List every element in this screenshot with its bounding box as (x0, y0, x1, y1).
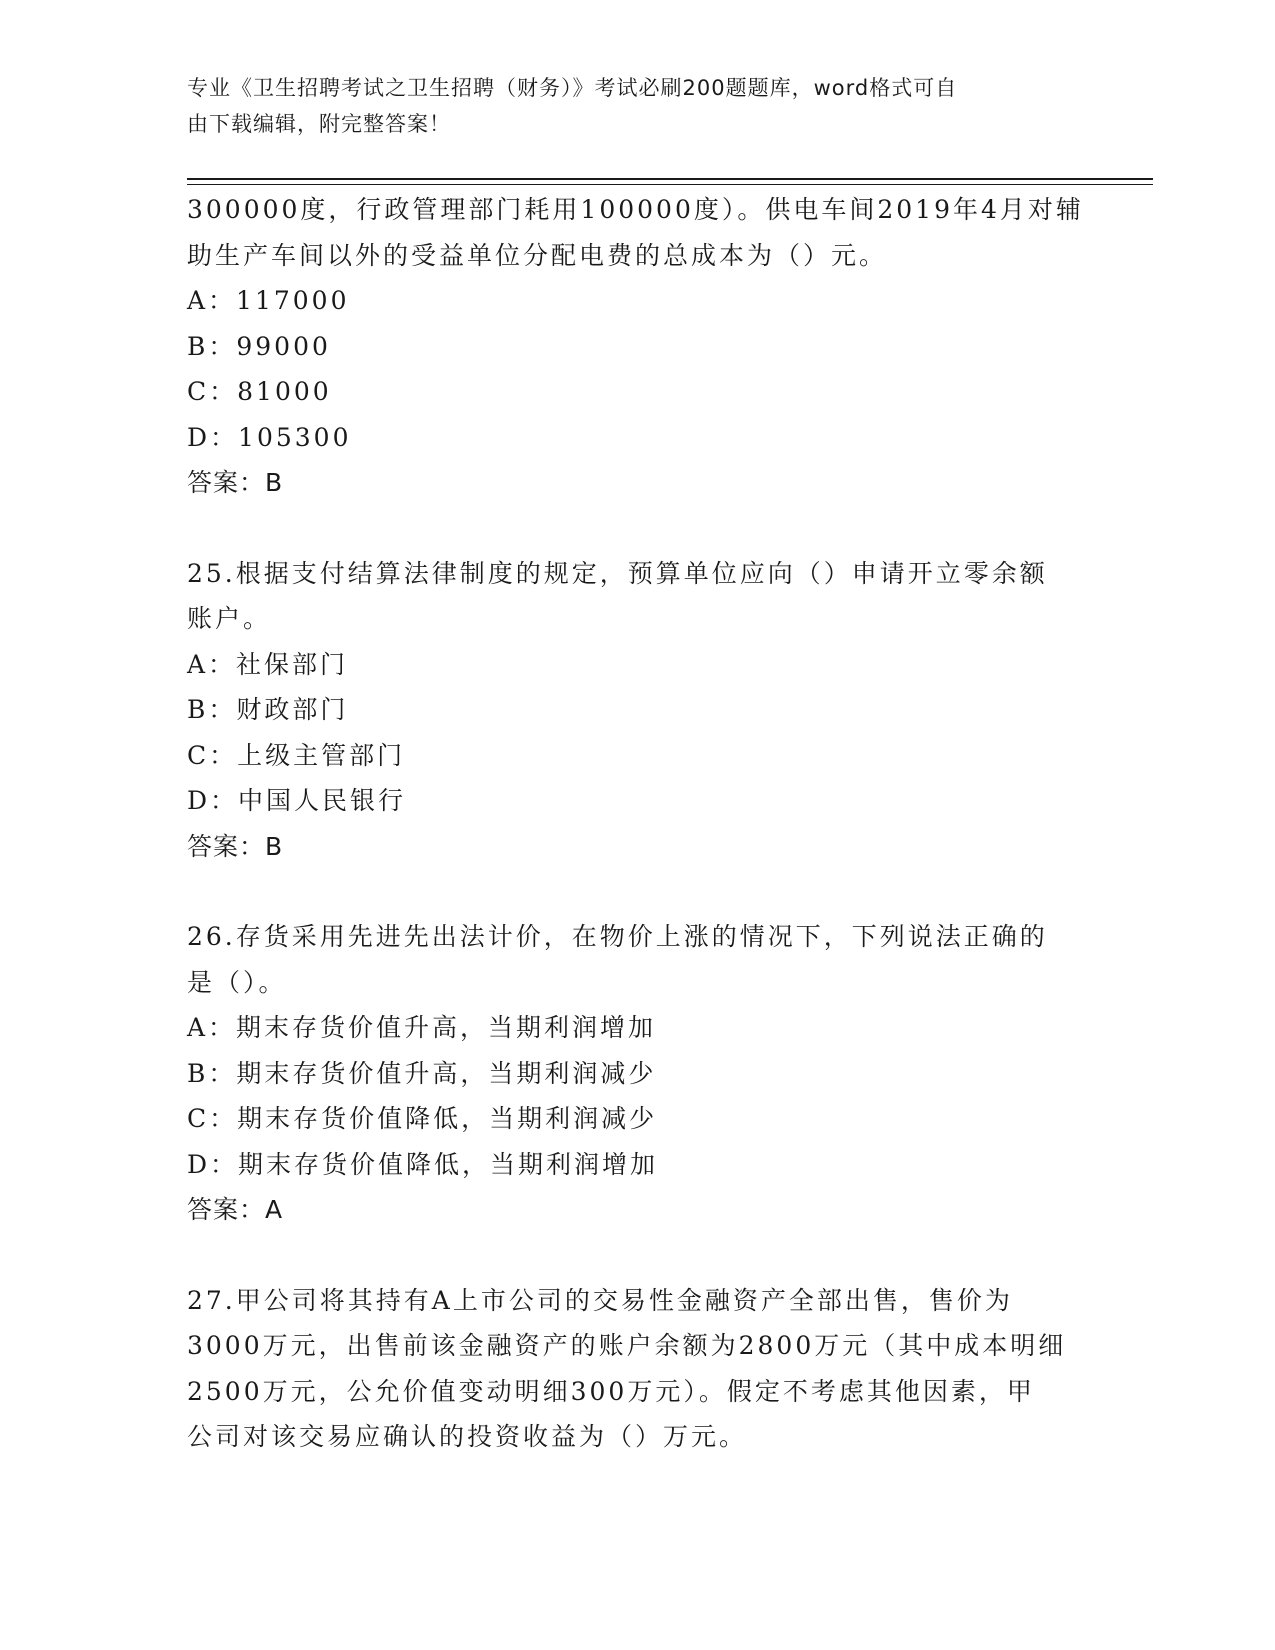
question-text-line: 助生产车间以外的受益单位分配电费的总成本为（）元。 (187, 240, 888, 270)
question-text-line: 是（）。 (187, 967, 287, 997)
option-a: A：期末存货价值升高，当期利润增加 (187, 1013, 657, 1042)
option-b: B：财政部门 (187, 695, 349, 724)
question-24 (187, 187, 1087, 506)
question-text-line: 3000万元，出售前该金融资产的账户余额为2800万元（其中成本明细 (187, 1331, 1067, 1360)
option-b: B：期末存货价值升高，当期利润减少 (187, 1058, 657, 1088)
header-line-1: 专业《卫生招聘考试之卫生招聘（财务）》考试必刷200题题库，word格式可自 (187, 76, 958, 100)
question-text-line: 25.根据支付结算法律制度的规定，预算单位应向（）申请开立零余额 (187, 558, 1048, 588)
option-a: A：117000 (187, 286, 350, 315)
option-d: D：中国人民银行 (187, 786, 407, 815)
question-text-line: 账户。 (187, 604, 272, 633)
question-text-line: 300000度，行政管理部门耗用100000度）。供电车间2019年4月对辅 (187, 195, 1084, 224)
spacer (187, 869, 1087, 914)
option-a: A：社保部门 (187, 649, 349, 679)
header-rule-thick (187, 178, 1153, 180)
question-text-line: 公司对该交易应确认的投资收益为（）万元。 (187, 1422, 748, 1451)
option-b: B：99000 (187, 331, 331, 361)
question-text-line: 26.存货采用先进先出法计价，在物价上涨的情况下，下列说法正确的 (187, 922, 1048, 951)
option-d: D：105300 (187, 422, 352, 452)
option-c: C：81000 (187, 377, 332, 406)
answer-line: 答案：B (187, 831, 284, 861)
question-25 (187, 551, 1087, 870)
question-26 (187, 914, 1087, 1233)
question-27 (187, 1278, 1087, 1460)
spacer (187, 1233, 1087, 1278)
answer-line: 答案：B (187, 468, 284, 497)
option-d: D：期末存货价值降低，当期利润增加 (187, 1149, 659, 1179)
spacer (187, 506, 1087, 551)
document-header (187, 70, 1067, 142)
document-body (187, 187, 1087, 1460)
header-rule-thin (187, 184, 1153, 185)
question-text-line: 2500万元，公允价值变动明细300万元）。假定不考虑其他因素，甲 (187, 1376, 1035, 1406)
question-text-line: 27.甲公司将其持有A上市公司的交易性金融资产全部出售，售价为 (187, 1285, 1013, 1315)
option-c: C：上级主管部门 (187, 740, 406, 770)
answer-line: 答案：A (187, 1195, 284, 1224)
header-line-2: 由下载编辑，附完整答案！ (187, 112, 451, 136)
option-c: C：期末存货价值降低，当期利润减少 (187, 1104, 658, 1133)
